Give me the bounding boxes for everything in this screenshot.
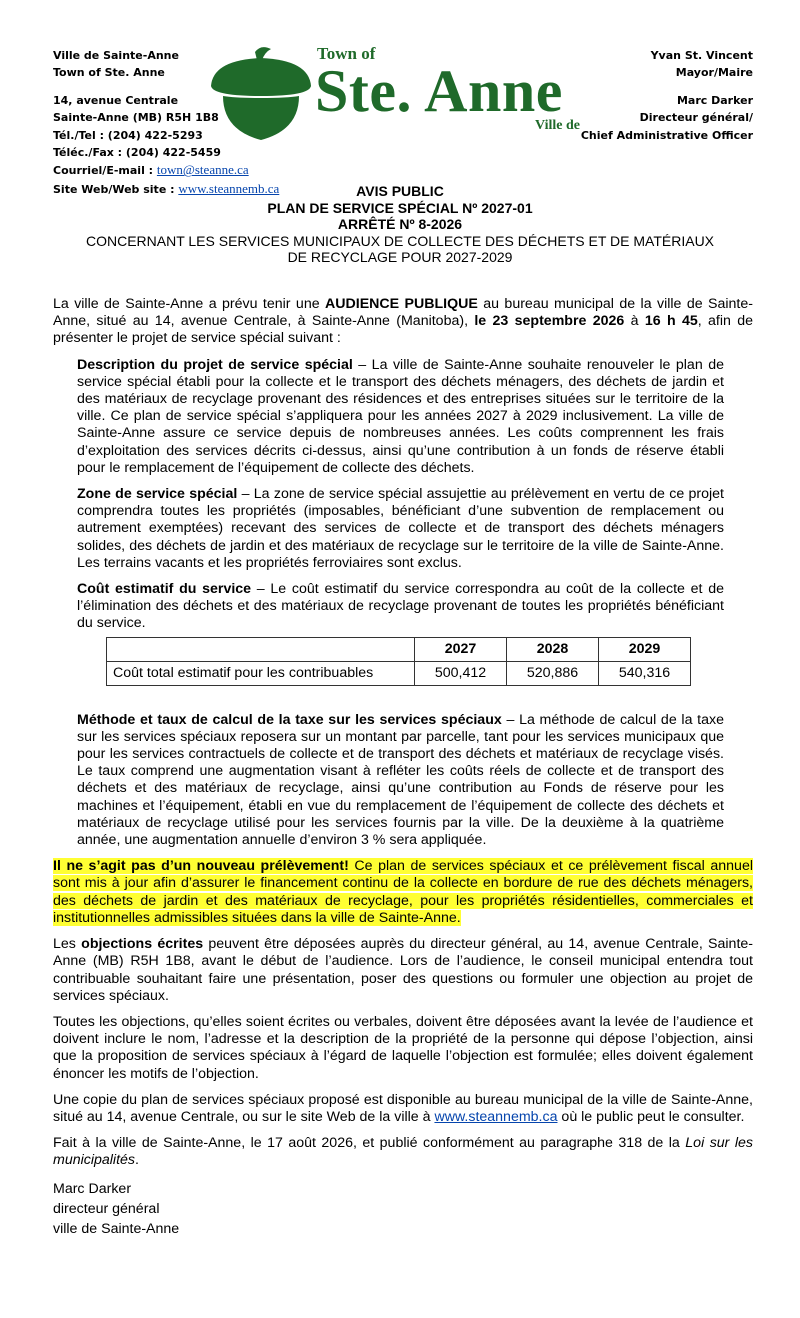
notice-titles — [40, 180, 760, 266]
intro-bold-time: 16 h 45 — [644, 313, 698, 330]
fax: Téléc./Fax : (204) 422-5459 — [53, 146, 221, 160]
cost-table-header-2029: 2029 — [599, 637, 691, 661]
objections-paragraph — [53, 936, 753, 1005]
cost-table-header — [107, 637, 691, 661]
email-row — [53, 161, 279, 179]
done-text-1: Fait à la ville de Sainte-Anne, le 17 août 2026, et publié conformément au paragraphe 318 de la — [53, 1135, 686, 1152]
signature-org: ville de Sainte-Anne — [53, 1220, 180, 1237]
signature-title: directeur général — [53, 1200, 160, 1217]
intro-text-3: à — [624, 313, 645, 330]
signature-name: Marc Darker — [53, 1180, 132, 1197]
cost-table — [106, 637, 691, 686]
town-name-fr: Ville de Sainte-Anne — [53, 49, 179, 62]
zone-text: – La zone de service spécial assujettie au prélèvement en vertu de ce projet comprendra toutes les propriétés (imposables, bénéficiant d’une subvention de remplacement ou autrement exemptées) recevant des services de collecte et de transport des déchets ménagers solides, des déchets de jardin et des matériaux de recyclage sur le territoire de la ville de Sainte-Anne. Les terrains vacants et les propriétés ferroviaires sont exclus. — [77, 486, 724, 571]
zone-title: Zone de service spécial — [77, 486, 238, 503]
objections-text-2: peuvent être déposées auprès du directeur général, au 14, avenue Centrale, Sainte-Anne (MB) R5H 1B8, avant le début de l’audience. Lors de l’audience, le conseil municipal entendra tout contribuable souhaitant faire une présentation, poser des questions ou formuler une objection au projet de services spéciaux. — [53, 936, 753, 1004]
subject-line-2: DE RECYCLAGE POUR 2027-2029 — [287, 249, 513, 265]
objections-text-1: Les — [53, 936, 82, 953]
cost-table-header-2028: 2028 — [507, 637, 599, 661]
logo-name: Ste. Anne — [315, 58, 563, 124]
cost-table-header-blank — [107, 637, 415, 661]
highlight-text: Ce plan de services spéciaux et ce prélèvement fiscal annuel sont mis à jour afin d’assurer le financement continu de la collecte en bordure de rue des déchets ménagers, des déchets de jardin et des matériaux de recyclage, pour les propriétés résidentielles, commerciales et institutionnelles admissibles situées dans la ville de Sainte-Anne. — [53, 858, 753, 926]
method-title: Méthode et taux de calcul de la taxe sur les services spéciaux — [77, 711, 502, 728]
intro-bold-hearing: AUDIENCE PUBLIQUE — [325, 296, 478, 312]
mayor-name: Yvan St. Vincent — [650, 49, 753, 62]
website-link[interactable]: www.steannemb.ca — [178, 180, 280, 196]
email-link[interactable]: town@steanne.ca — [156, 162, 249, 178]
table-row — [107, 661, 691, 685]
cost-2029: 540,316 — [599, 661, 691, 685]
cao-name: Marc Darker — [676, 93, 753, 107]
highlight-paragraph — [53, 858, 753, 927]
letterhead-officials — [581, 47, 753, 144]
highlight-bold: Il ne s’agit pas d’un nouveau prélèvement! — [53, 858, 349, 875]
cost-2027: 500,412 — [415, 661, 507, 685]
phone: Tél./Tel : (204) 422-5293 — [53, 128, 203, 142]
copy-text-2: où le public peut le consulter. — [557, 1108, 745, 1125]
town-name-en: Town of Ste. Anne — [53, 66, 165, 80]
website-link-body[interactable]: www.steannemb.ca — [434, 1108, 558, 1125]
cost-title: Coût estimatif du service — [77, 581, 252, 598]
website-label: Site Web/Web site : — [53, 182, 179, 196]
description-title: Description du projet de service spécial — [77, 356, 353, 373]
signature-block — [53, 1179, 753, 1239]
bylaw-number: ARRÊTÉ Nº 8-2026 — [337, 216, 463, 232]
mayor-title: Mayor/Maire — [675, 66, 753, 80]
done-act-title: Loi sur les municipalités — [53, 1135, 753, 1169]
notice-body — [53, 296, 753, 1239]
town-logo — [205, 44, 605, 144]
plan-number: PLAN DE SERVICE SPÉCIAL Nº 2027-01 — [267, 199, 533, 216]
description-paragraph — [77, 357, 724, 477]
highlighted-notice — [53, 858, 753, 926]
cost-paragraph — [77, 581, 724, 633]
intro-bold-date: le 23 septembre 2026 — [474, 313, 625, 330]
description-text: – La ville de Sainte-Anne souhaite renouveler le plan de service spécial établi pour la collecte et le transport des déchets ménagers, des déchets de jardin et des matériaux de recyclage provenant des résidences et des entreprises situées sur le territoire de la ville. Ce plan de service spécial s’appliquera pour les années 2027 à 2029 inclusivement. La ville de Sainte-Anne assure ce service depuis de nombreuses années. Les coûts comprennent les frais d’exploitation des services décrits ci-dessus, ainsi qu’une contribution à un fonds de réserve établi pour le remplacement de l’équipement de collecte des déchets. — [77, 356, 724, 476]
cost-row-label: Coût total estimatif pour les contribuables — [107, 661, 415, 685]
intro-paragraph — [53, 296, 753, 348]
all-objections-paragraph: Toutes les objections, qu’elles soient écrites ou verbales, doivent être déposées avant la levée de l’audience et doivent inclure le nom, l’adresse et la description de la propriété de la personne qui dépose l’objection, ainsi que la proposition de services spéciaux à l’égard de laquelle l’objection est formulée; elles doivent également énoncer les motifs de l’objection. — [53, 1013, 753, 1082]
acorn-icon — [205, 46, 317, 142]
address-line-1: 14, avenue Centrale — [53, 93, 179, 107]
intro-text-1: La ville de Sainte-Anne a prévu tenir une — [53, 296, 326, 312]
intro-text-4: , afin de présenter le projet de service spécial suivant : — [53, 313, 753, 347]
method-paragraph — [77, 712, 724, 850]
notice-heading: AVIS PUBLIC — [356, 183, 444, 199]
zone-paragraph — [77, 486, 724, 572]
objections-bold: objections écrites — [81, 936, 204, 953]
intro-text-2: au bureau municipal de la ville de Sainte-Anne, situé au 14, avenue Centrale, à Sainte-Anne (Manitoba), — [53, 296, 753, 330]
logo-ville-de: Ville de — [535, 118, 580, 133]
method-text: – La méthode de calcul de la taxe sur les services spéciaux reposera sur un montant par parcelle, tant pour les services municipaux que pour les services contractuels de collecte et de transport des déchets et matériaux de recyclage visés. Le taux comprend une augmentation visant à refléter les coûts réels de collecte et de transport des déchets et des matériaux de recyclage, ainsi qu’une contribution au Fonds de réserve pour les machines et l’équipement, établi en vue du remplacement de l’équipement de collecte des déchets et matériaux de recyclage utilisé pour les services fournis par la ville. De la deuxième à la quatrième année, une augmentation annuelle d’environ 3 % sera appliquée. — [77, 711, 724, 849]
done-text-2: . — [135, 1152, 139, 1169]
done-paragraph — [53, 1135, 753, 1169]
cao-title-2: Chief Administrative Officer — [580, 128, 753, 142]
cost-text: – Le coût estimatif du service correspondra au coût de la collecte et de l’élimination des déchets et des matériaux de recyclage provenant de toutes les propriétés bénéficiant du service. — [77, 581, 724, 632]
email-label: Courriel/E-mail : — [53, 164, 157, 178]
cao-title-1: Directeur général/ — [639, 111, 753, 125]
subject-line-1: CONCERNANT LES SERVICES MUNICIPAUX DE COLLECTE DES DÉCHETS ET DE MATÉRIAUX — [85, 232, 715, 249]
copy-paragraph — [53, 1092, 753, 1126]
address-line-2: Sainte-Anne (MB) R5H 1B8 — [53, 111, 219, 125]
cost-2028: 520,886 — [507, 661, 599, 685]
cost-table-header-2027: 2027 — [415, 637, 507, 661]
logo-town-of: Town of — [317, 44, 376, 63]
copy-text-1: Une copie du plan de services spéciaux proposé est disponible au bureau municipal de la ville de Sainte-Anne, situé au 14, avenue Centrale, ou sur le site Web de la ville à — [53, 1091, 753, 1125]
